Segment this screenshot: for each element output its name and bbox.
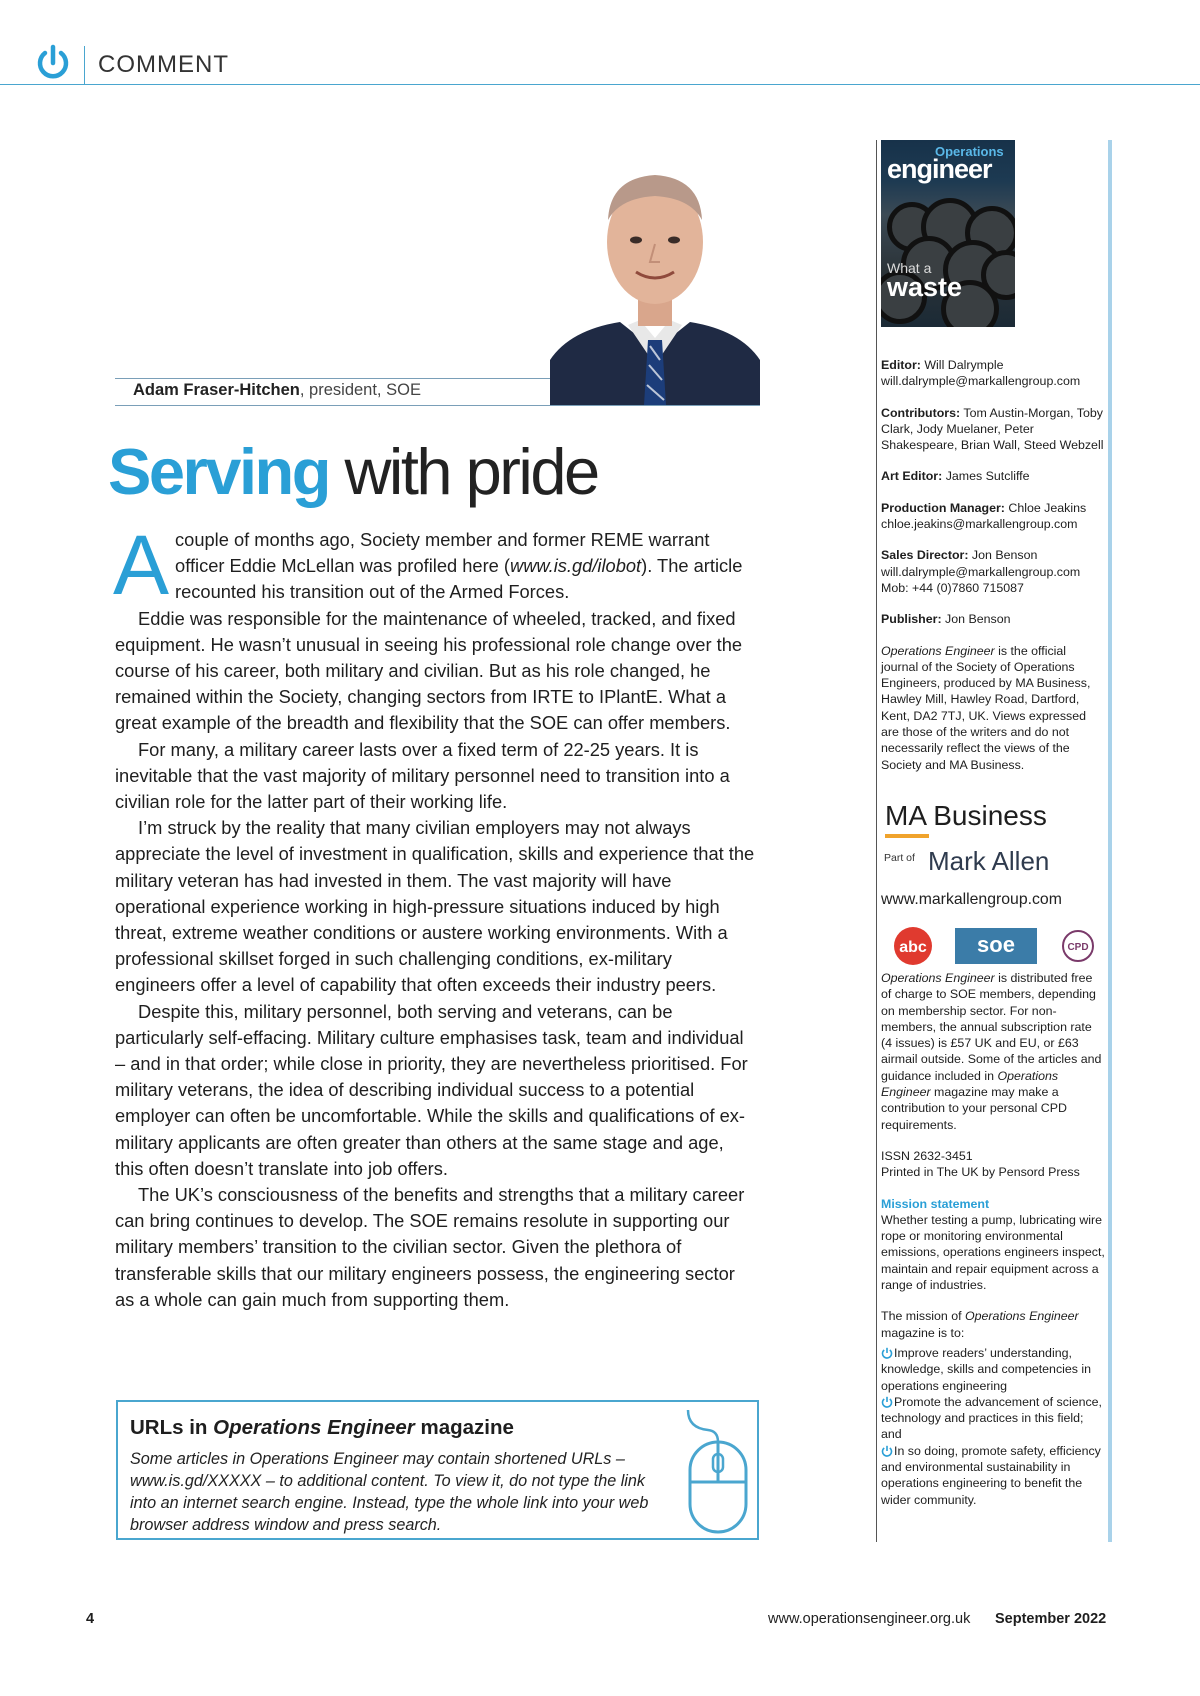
- cover-title: engineer: [887, 154, 992, 184]
- author-name: Adam Fraser-Hitchen: [133, 381, 300, 399]
- url-box-text: Some articles in Operations Engineer may contain shortened URLs – www.is.gd/XXXXX – to additional content. To view it, do not type the link into an internet search engine. Instead, type the whole link into your web browser address window and press search.: [130, 1450, 649, 1534]
- editor-credit: Editor: Will Dalrymple will.dalrymple@markallengroup.com: [881, 358, 1081, 389]
- sidebar-rule: [876, 140, 877, 1542]
- drop-cap: A: [113, 518, 170, 612]
- accreditation-logos: [893, 926, 1098, 966]
- article-paragraph: Acouple of months ago, Society member and former REME warrant officer Eddie McLellan was profiled here (www.is.gd/ilobot). The article recounted his transition out of the Armed Forces.: [113, 518, 743, 612]
- ma-business-underline: [885, 834, 929, 838]
- distribution-info: [881, 970, 1105, 1508]
- article-paragraph: The UK’s consciousness of the benefits and strengths that a military career can bring continues to develop. The SOE remains resolute in supporting our military members’ transition to the civilian sector. Given the plethora of transferable skills that our military engineers possess, the engineering sector as a whole can gain much from supporting them.: [115, 1184, 745, 1310]
- article-paragraph: I’m struck by the reality that many civilian employers may not always appreciate the level of investment in qualification, skills and experience that the military veteran has had invested in them. The vast majority will have operational experience working in high-pressure situations induced by high threat, extreme weather conditions or austere working environments. With a professional skillset forged in such challenging conditions, ex-military engineers offer a level of capability that often exceeds their industry peers.: [115, 817, 755, 996]
- sidebar-accent-bar: [1108, 140, 1112, 1542]
- power-icon: [881, 1347, 893, 1359]
- mission-list: The mission of Operations Engineer magazine is to:: [881, 1309, 1079, 1340]
- headline-strong: Serving: [108, 435, 329, 508]
- ma-business-logo: MA Business: [885, 800, 1047, 831]
- article-paragraph: Despite this, military personnel, both serving and veterans, can be particularly self-effacing. Military culture emphasises task, team and individual – and in that order; while close in priority, they are nevertheless prioritised. For military veterans, the idea of describing individual success to a potential employer can often be uncomfortable. While the skills and qualifications of ex-military applicants are often greater than others at the same stage and age, this often doesn’t translate into job offers.: [115, 1000, 748, 1179]
- distribution-text: Operations Engineer is distributed free of charge to SOE members, depending on membership sector. For non-members, the annual subscription rate (4 issues) is £57 UK and EU, or £63 airmail outside. Some of the articles and guidance included in Operations Engineer magazine may make a contribution to your personal CPD requirements.: [881, 971, 1102, 1132]
- photo-caption: [133, 381, 421, 400]
- mission-statement: Mission statement Whether testing a pump, lubricating wire rope or monitoring environmental emissions, operations engineers inspect, maintain and repair equipment across a range of industries.: [881, 1196, 1105, 1293]
- power-icon: [881, 1396, 893, 1408]
- author-role: , president, SOE: [299, 381, 421, 399]
- mark-allen-logo: Mark Allen: [928, 846, 1050, 876]
- production-credit: Production Manager: Chloe Jeakins chloe.jeakins@markallengroup.com: [881, 500, 1087, 532]
- power-icon: [36, 44, 70, 82]
- mission-bullet: In so doing, promote safety, efficiency and environmental sustainability in operations engineering to benefit the wider community.: [881, 1443, 1101, 1507]
- headline-rest: with pride: [328, 435, 598, 508]
- cover-waste: waste: [887, 272, 963, 302]
- cover-brand: Operations: [935, 144, 1004, 159]
- sales-credit: Sales Director: Jon Benson will.dalrymple@markallengroup.com Mob: +44 (0)7860 715087: [881, 548, 1081, 595]
- editor-email[interactable]: will.dalrymple@markallengroup.com: [881, 374, 1081, 389]
- header-rule: [0, 84, 1200, 85]
- cover-what: What a: [887, 260, 932, 276]
- sales-email[interactable]: will.dalrymple@markallengroup.com: [881, 564, 1081, 579]
- url-box-title: URLs in Operations Engineer magazine: [130, 1416, 514, 1439]
- power-icon: [881, 1445, 893, 1457]
- caption-rule: [115, 378, 550, 379]
- footer-url[interactable]: www.operationsengineer.org.uk: [768, 1611, 971, 1627]
- header-separator: [84, 46, 85, 84]
- article-paragraph: Eddie was responsible for the maintenance of wheeled, tracked, and fixed equipment. He wasn’t unusual in seeing his professional role change over the course of his career, both military and civilian. But as his role changed, he remained within the Society, changing sectors from IRTE to IPlantE. What a great example of the breadth and flexibility that the SOE can offer members.: [115, 607, 743, 734]
- mission-bullet: Promote the advancement of science, technology and practices in this field; and: [881, 1394, 1103, 1442]
- part-of-label: Part of: [884, 852, 915, 864]
- mission-heading: Mission statement: [881, 1196, 990, 1211]
- author-portrait: [550, 160, 760, 405]
- cpd-logo-text: CPD: [1067, 942, 1089, 953]
- soe-logo-text: soe: [977, 932, 1015, 957]
- article-paragraph: For many, a military career lasts over a fixed term of 22-25 years. It is inevitable that the vast majority of military personnel need to transition into a civilian role for the latter part of their working life.: [115, 738, 730, 813]
- article-body: [113, 518, 755, 1313]
- mission-bullet: Improve readers’ understanding, knowledge, skills and competencies in operations engineering: [881, 1345, 1092, 1393]
- headline: [108, 432, 598, 512]
- caption-rule: [115, 405, 760, 406]
- page-number: 4: [86, 1611, 95, 1627]
- production-email[interactable]: chloe.jeakins@markallengroup.com: [881, 517, 1078, 532]
- about-text: Operations Engineer is the official journal of the Society of Operations Engineers, produced by MA Business, Hawley Mill, Hawley Road, Dartford, Kent, DA2 7TJ, UK. Views expressed are those of the writers and do not necessarily reflect the views of the Society and MA Business.: [881, 643, 1091, 772]
- issue-date: September 2022: [995, 1611, 1107, 1627]
- mark-allen-url[interactable]: www.markallengroup.com: [881, 891, 1062, 908]
- issn-block: ISSN 2632-3451 Printed in The UK by Pensord Press: [881, 1148, 1080, 1180]
- publisher-credit: Publisher: Jon Benson: [881, 612, 1011, 627]
- magazine-cover: [881, 140, 1015, 327]
- section-title: COMMENT: [98, 51, 229, 78]
- url-info-box: [116, 1400, 759, 1540]
- art-editor-credit: Art Editor: James Sutcliffe: [881, 469, 1030, 484]
- contributors-credit: Contributors: Tom Austin-Morgan, Toby Clark, Jody Muelaner, Peter Shakespeare, Brian Wall, Steed Webzell: [881, 405, 1104, 453]
- abc-logo-text: abc: [899, 939, 927, 956]
- computer-mouse-icon: [678, 1408, 752, 1536]
- masthead: [881, 357, 1105, 788]
- article-link[interactable]: www.is.gd/ilobot: [510, 555, 642, 577]
